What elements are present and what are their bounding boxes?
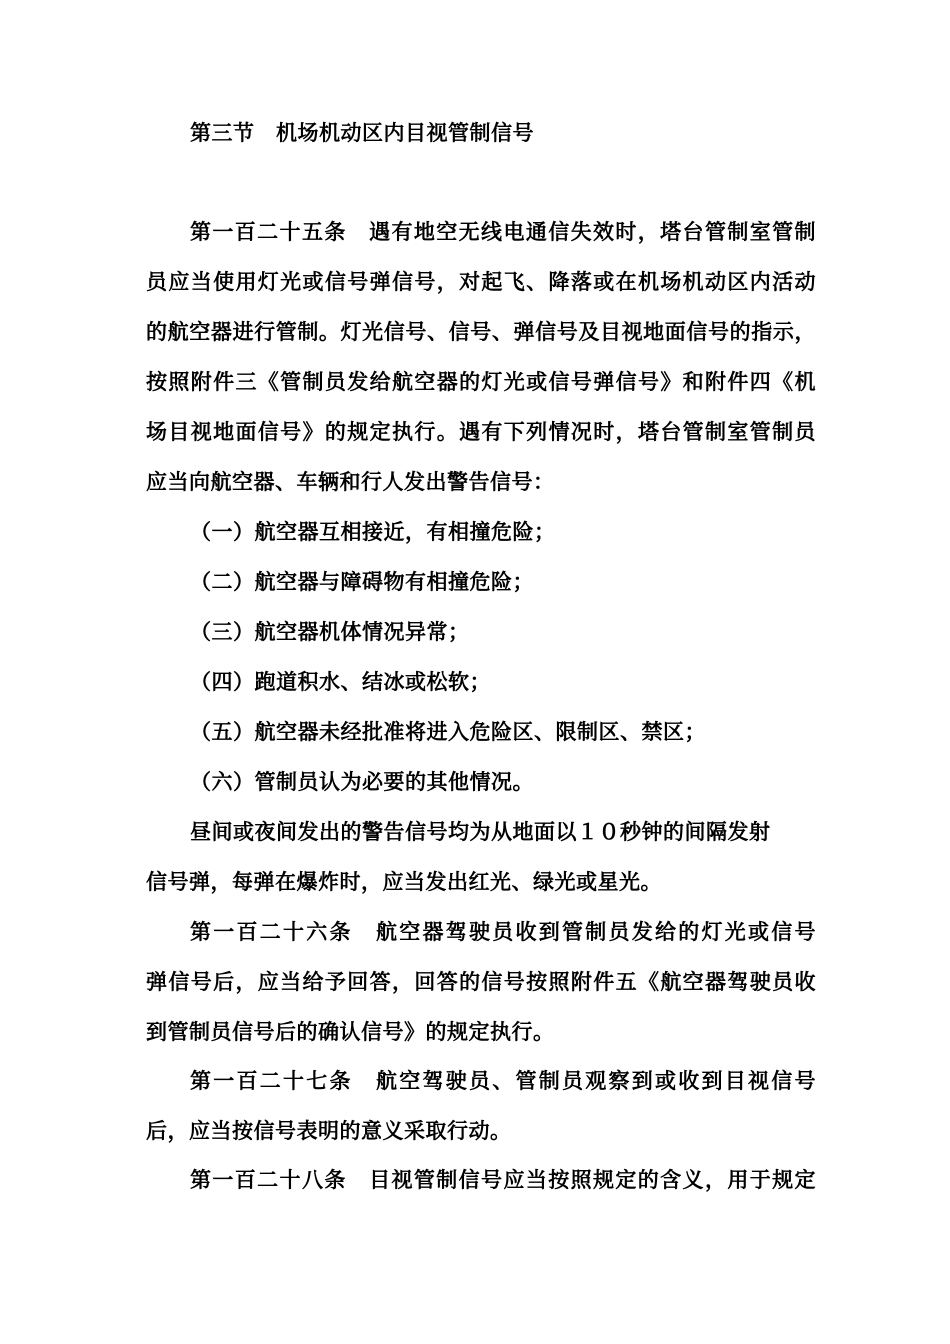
list-item-4: （四）跑道积水、结冰或松软； (190, 670, 491, 694)
article-125-line-3: 的航空器进行管制。灯光信号、信号、弹信号及目视地面信号的指示， (146, 320, 816, 344)
article-125-line-2: 员应当使用灯光或信号弹信号，对起飞、降落或在机场机动区内活动 (146, 270, 816, 294)
list-item-3: （三）航空器机体情况异常； (190, 620, 470, 644)
article-125-line-1: 第一百二十五条 遇有地空无线电通信失效时，塔台管制室管制 (190, 220, 816, 244)
article-125-line-4: 按照附件三《管制员发给航空器的灯光或信号弹信号》和附件四《机 (146, 370, 816, 394)
list-item-1: （一）航空器互相接近，有相撞危险； (190, 520, 556, 544)
warning-paragraph-line-2: 信号弹，每弹在爆炸时，应当发出红光、绿光或星光。 (146, 870, 662, 894)
article-125-line-5: 场目视地面信号》的规定执行。遇有下列情况时，塔台管制室管制员 (146, 420, 816, 444)
article-128-line-1: 第一百二十八条 目视管制信号应当按照规定的含义，用于规定 (190, 1168, 816, 1192)
article-127-line-1: 第一百二十七条 航空驾驶员、管制员观察到或收到目视信号 (190, 1069, 816, 1093)
section-heading: 第三节 机场机动区内目视管制信号 (190, 121, 534, 145)
article-127-line-2: 后，应当按信号表明的意义采取行动。 (146, 1119, 512, 1143)
list-item-2: （二）航空器与障碍物有相撞危险； (190, 570, 534, 594)
list-item-6: （六）管制员认为必要的其他情况。 (190, 770, 534, 794)
article-126-line-3: 到管制员信号后的确认信号》的规定执行。 (146, 1020, 555, 1044)
warning-paragraph-line-1: 昼间或夜间发出的警告信号均为从地面以１０秒钟的间隔发射 (190, 820, 771, 844)
article-125-line-6: 应当向航空器、车辆和行人发出警告信号： (146, 470, 555, 494)
article-126-line-1: 第一百二十六条 航空器驾驶员收到管制员发给的灯光或信号 (190, 920, 816, 944)
list-item-5: （五）航空器未经批准将进入危险区、限制区、禁区； (190, 720, 706, 744)
article-126-line-2: 弹信号后，应当给予回答，回答的信号按照附件五《航空器驾驶员收 (146, 970, 816, 994)
